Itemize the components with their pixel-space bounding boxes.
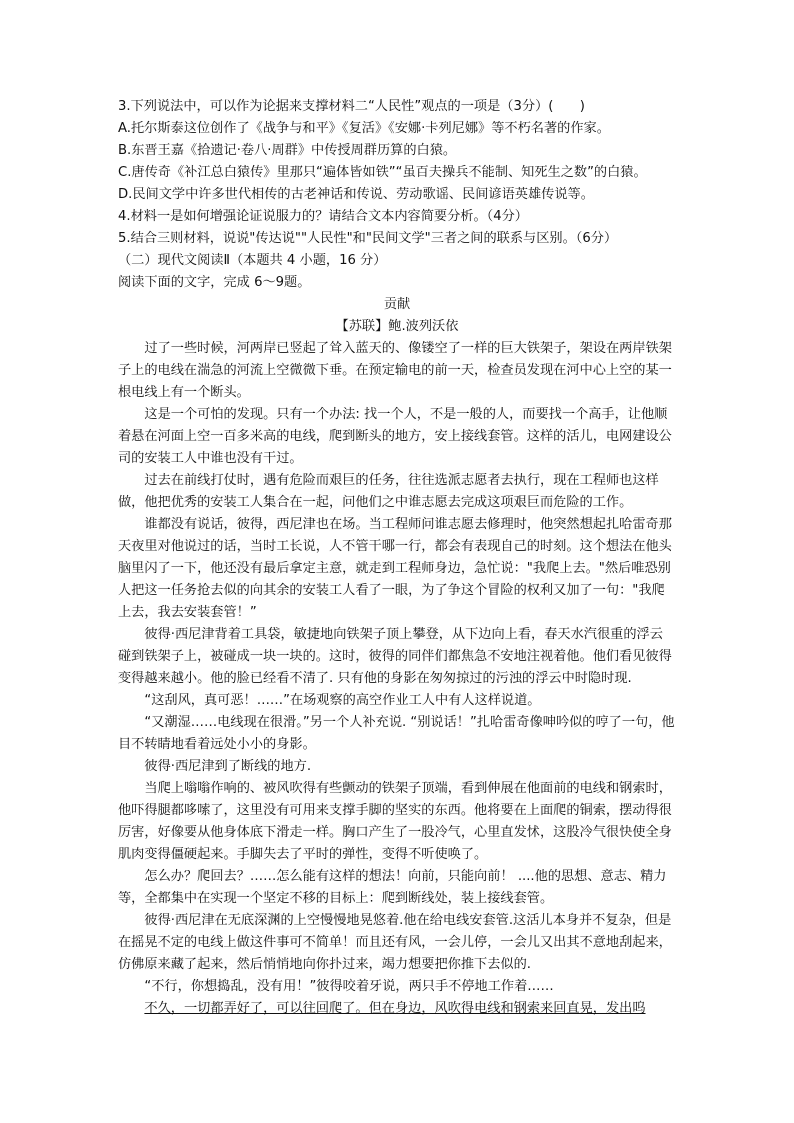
article-paragraph: 这是一个可怕的发现。只有一个办法: 找一个人，不是一般的人，而要找一个高手，让他顺着悬在河面上空一百多米高的电线，爬到断头的地方，安上接线套管。这样的活儿，电网建设公司的安装工人中谁也没有干过。 xyxy=(118,407,672,466)
section-heading: （二）现代文阅读Ⅱ（本题共 4 小题，16 分） xyxy=(118,253,387,268)
article-paragraph: 谁都没有说话，彼得，西尼津也在场。当工程师问谁志愿去修理时，他突然想起扎哈雷奇那天夜里对他说过的话，当时工长说，人不管干哪一行，都会有表现自己的时刻。这个想法在他头脑里闪了一下，他还没有最后拿定主意，就走到工程师身边，急忙说："我爬上去。"然后唯恐别人把这一任务抢去似的向其余的安装工人看了一眼，为了争这个冒险的权利又加了一句："我爬上去，我去安装套管！” xyxy=(118,517,672,620)
article-paragraph: “又潮湿……电线现在很滑。”另一个人补充说. “别说话！”扎哈雷奇像呻吟似的哼了一句，他目不转睛地看着远处小小的身影。 xyxy=(118,715,675,752)
article-paragraph: 彼得·西尼津在无底深渊的上空慢慢地晃悠着.他在给电线安套管.这活儿本身并不复杂，但是在摇晃不定的电线上做这件事可不简单！而且还有风，一会儿停，一会儿又出其不意地刮起来，仿佛原来藏了起来，然后悄悄地向你扑过来，竭力想要把你推下去似的. xyxy=(118,913,672,972)
article-paragraph: 过了一些时候，河两岸已竖起了耸入蓝天的、像镂空了一样的巨大铁架子，架设在两岸铁架子上的电线在湍急的河流上空微微下垂。在预定输电的前一天，检查员发现在河中心上空的某一根电线上有一个断头。 xyxy=(118,341,672,400)
option-b: B.东晋王嘉《拾遗记·卷八·周群》中传授周群历算的白猿。 xyxy=(118,143,457,158)
article-paragraph: 彼得·西尼津到了断线的地方. xyxy=(144,759,312,774)
article-paragraph: 当爬上嗡嗡作响的、被风吹得有些颤动的铁架子顶端，看到伸展在他面前的电线和钢索时，他吓得腿都哆嗦了，这里没有可用来支撑手脚的坚实的东西。他将要在上面爬的铜索，摆动得很厉害，好像要从他身体底下滑走一样。胸口产生了一股冷气，心里直发怵，这股冷气很快使全身肌肉变得僵硬起来。手脚失去了平时的弹性，变得不听使唤了。 xyxy=(118,781,672,862)
article-body xyxy=(118,338,676,1020)
question-3: 3.下列说法中，可以作为论据来支撑材料二“人民性”观点的一项是（3分）( ) xyxy=(118,99,585,114)
question-4: 4.材料一是如何增强论证说服力的？请结合文本内容简要分析。（4分） xyxy=(118,209,528,224)
article-title: 贡献 xyxy=(383,297,411,312)
question-list xyxy=(118,96,676,250)
article-author: 【苏联】鲍.波列沃依 xyxy=(335,319,459,334)
article-paragraph: 彼得·西尼津背着工具袋，敏捷地向铁架子顶上攀登，从下边向上看，春天水汽很重的浮云碰到铁架子上，被碰成一块一块的。这时，彼得的同伴们都焦急不安地注视着他。他们看见彼得变得越来越小。他的脸已经看不清了. 只有他的身影在匆匆掠过的污浊的浮云中时隐时现. xyxy=(118,627,672,686)
option-a: A.托尔斯泰这位创作了《战争与和平》《复活》《安娜·卡列尼娜》等不朽名著的作家。 xyxy=(118,121,610,136)
article-paragraph: 怎么办？爬回去？……怎么能有这样的想法！向前，只能向前！ ....他的思想、意志、精力等，全都集中在实现一个坚定不移的目标上：爬到断线处，装上接线套管。 xyxy=(118,869,667,906)
question-5: 5.结合三则材料，说说"传达说""人民性"和"民间文学"三者之间的联系与区别。（6分） xyxy=(118,231,618,246)
article-paragraph: 不久，一切都弄好了，可以往回爬了。但在身边，风吹得电线和钢索来回直晃，发出呜 xyxy=(144,1001,646,1016)
document-page xyxy=(118,96,676,1020)
option-c: C.唐传奇《补江总白猿传》里那只“遍体皆如铁”“虽百夫操兵不能制、知死生之数”的白猿。 xyxy=(118,165,647,180)
article-paragraph: “不行，你想捣乱，没有用！”彼得咬着牙说，两只手不停地工作着…… xyxy=(144,979,554,994)
article-paragraph: “这刮风，真可恶！……”在场观察的高空作业工人中有人这样说道。 xyxy=(144,693,541,708)
article-paragraph: 过去在前线打仗时，遇有危险而艰巨的任务，往往选派志愿者去执行，现在工程师也这样做，他把优秀的安装工人集合在一起，问他们之中谁志愿去完成这项艰巨而危险的工作。 xyxy=(118,473,659,510)
option-d: D.民间文学中许多世代相传的古老神话和传说、劳动歌谣、民间谚语英雄传说等。 xyxy=(118,187,594,202)
section-instruction: 阅读下面的文字，完成 6～9题。 xyxy=(118,275,311,290)
